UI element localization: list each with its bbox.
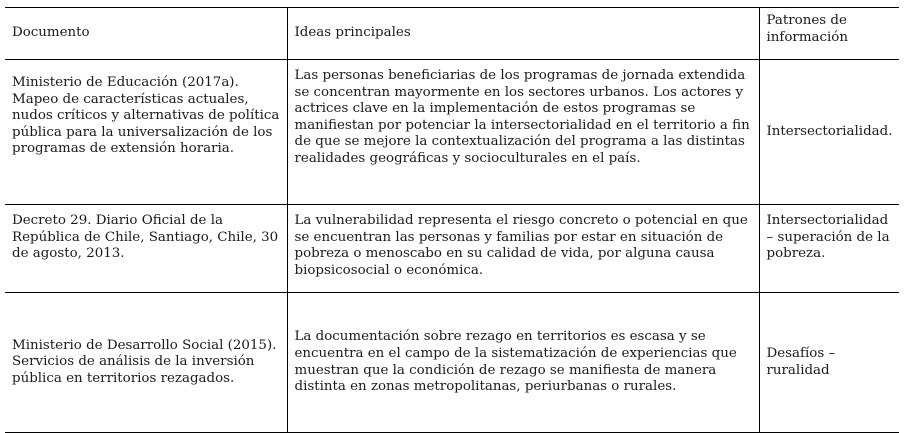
table-header xyxy=(5,8,899,60)
cell-documento: Ministerio de Desarrollo Social (2015). Servicios de análisis de la inversión pública en territorios rezagados. xyxy=(5,293,287,433)
table-body xyxy=(5,60,899,433)
cell-ideas: Las personas beneficiarias de los programas de jornada extendida se concentran mayormente en los sectores urbanos. Los actores y actrices clave en la implementación de estos programas se manifiestan por potenciar la intersectorialidad en el territorio a fin de que se mejore la contextualización del programa a las distintas realidades geográficas y socioculturales en el país. xyxy=(287,60,759,205)
documents-table xyxy=(5,7,899,433)
table-row xyxy=(5,60,899,205)
header-documento: Documento xyxy=(5,8,287,60)
cell-documento: Ministerio de Educación (2017a). Mapeo de características actuales, nudos críticos y alternativas de política pública para la universalización de los programas de extensión horaria. xyxy=(5,60,287,205)
header-patrones: Patrones de información xyxy=(759,8,899,60)
header-ideas-principales: Ideas principales xyxy=(287,8,759,60)
cell-ideas: La documentación sobre rezago en territorios es escasa y se encuentra en el campo de la sistematización de experiencias que muestran que la condición de rezago se manifiesta de manera distinta en zonas metropolitanas, periurbanas o rurales. xyxy=(287,293,759,433)
cell-documento: Decreto 29. Diario Oficial de la República de Chile, Santiago, Chile, 30 de agosto, 2013. xyxy=(5,205,287,293)
header-row xyxy=(5,8,899,60)
cell-patrones: Intersectorialidad. xyxy=(759,60,899,205)
table-row xyxy=(5,293,899,433)
cell-ideas: La vulnerabilidad representa el riesgo concreto o potencial en que se encuentran las personas y familias por estar en situación de pobreza o menoscabo en su calidad de vida, por alguna causa biopsicosocial o económica. xyxy=(287,205,759,293)
cell-patrones: Intersectorialidad – superación de la pobreza. xyxy=(759,205,899,293)
cell-patrones: Desafíos – ruralidad xyxy=(759,293,899,433)
table-row xyxy=(5,205,899,293)
